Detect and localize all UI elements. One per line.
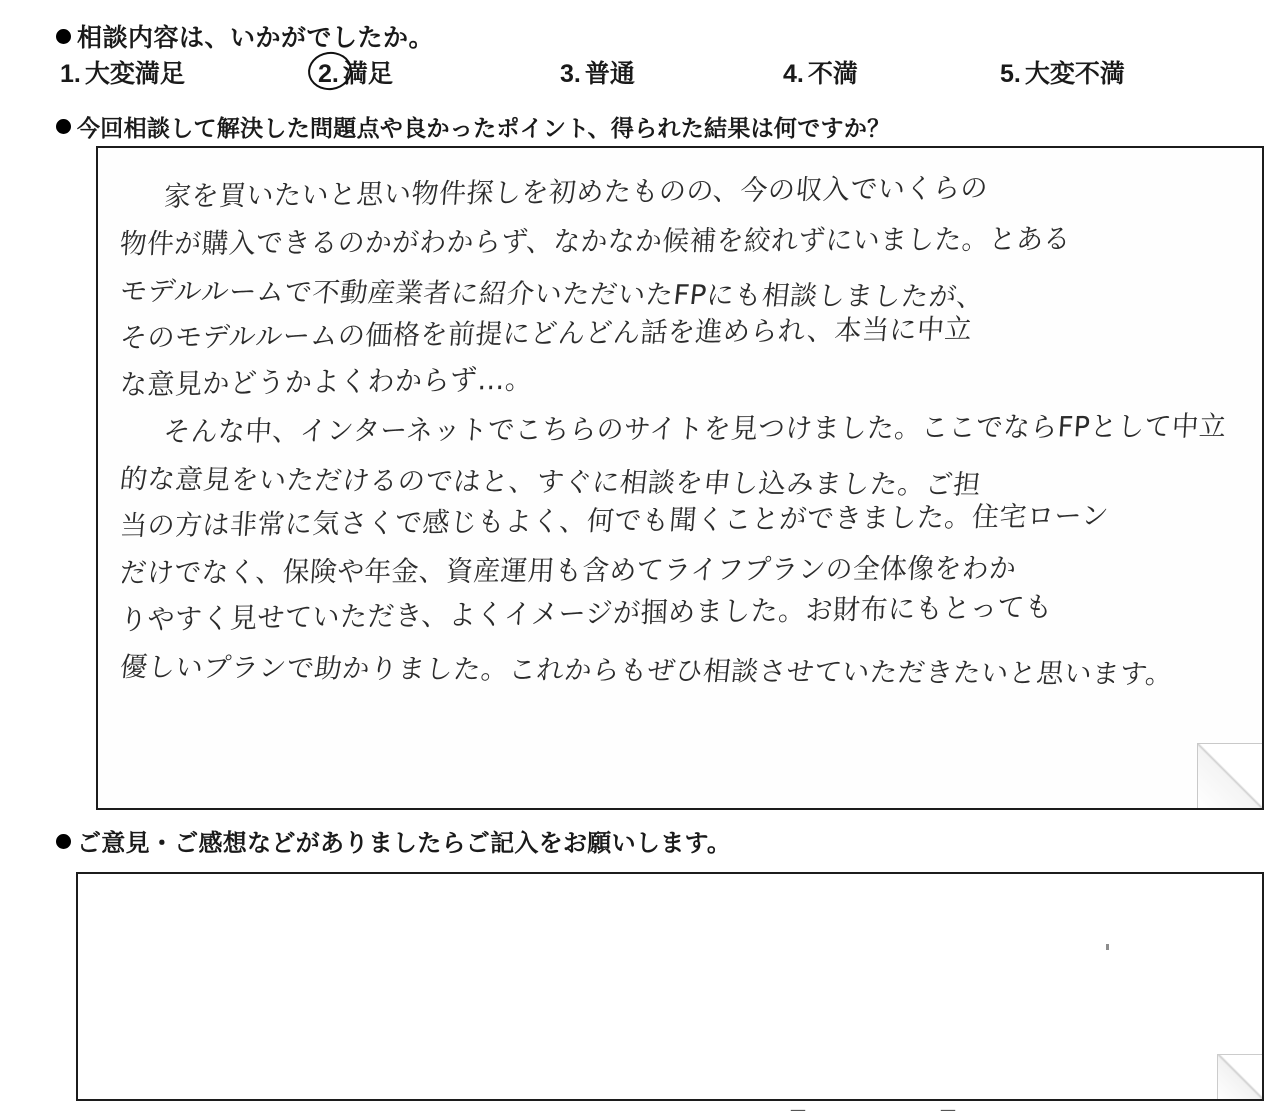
handwritten-line: 当の方は非常に気さくで感じもよく、何でも聞くことができました。住宅ローン [118, 500, 1111, 543]
handwritten-line: 家を買いたいと思い物件探しを初めたものの、今の収入でいくらの [162, 172, 990, 213]
rating-option-4-label: 不満 [807, 60, 858, 88]
rating-option-2-number: 2. [318, 60, 339, 88]
rating-option-5-number: 5. [1000, 60, 1021, 88]
rating-option-3-number: 3. [560, 60, 581, 88]
page-fold-corner-icon [1217, 1054, 1262, 1099]
filled-circle-bullet-icon [56, 29, 71, 44]
filled-circle-bullet-icon [56, 119, 71, 134]
rating-option-2[interactable] [318, 54, 393, 90]
handwritten-line: そのモデルルームの価格を前提にどんどん話を進められ、本当に中立 [118, 313, 974, 355]
bottom-mark-right: — [940, 1100, 956, 1119]
page-fold-corner-icon [1197, 743, 1262, 808]
rating-option-1-label: 大変満足 [84, 60, 185, 88]
rating-option-4-number: 4. [783, 60, 804, 88]
handwritten-line: りやすく見せていただき、よくイメージが掴めました。お財布にもとっても [119, 591, 1054, 637]
handwritten-line: そんな中、インターネットでこちらのサイトを見つけました。ここでならFPとして中立 [162, 410, 1228, 449]
rating-option-3-label: 普通 [584, 60, 635, 88]
question-1-text: 相談内容は、いかがでしたか。 [77, 24, 435, 52]
question-3-heading [56, 823, 731, 858]
rating-option-5[interactable] [1000, 54, 1125, 90]
handwritten-line: 的な意見をいただけるのではと、すぐに相談を申し込みました。ご担 [118, 464, 983, 501]
question-3-answer-box[interactable] [76, 872, 1264, 1101]
handwritten-line: な意見かどうかよくわからず…。 [119, 363, 534, 402]
comment-writing-area[interactable] [94, 886, 1252, 1089]
handwritten-line: だけでなく、保険や年金、資産運用も含めてライフプランの全体像をわか [118, 552, 1018, 590]
rating-option-1[interactable] [60, 54, 185, 90]
handwritten-line: 優しいプランで助かりました。これからもぜひ相談させていただきたいと思います。 [118, 652, 1175, 691]
selection-circle-mark [318, 60, 343, 89]
rating-option-5-label: 大変不満 [1024, 60, 1125, 88]
rating-option-4[interactable] [783, 54, 858, 90]
question-3-text: ご意見・ご感想などがありましたらご記入をお願いします。 [77, 830, 732, 857]
rating-option-3[interactable] [560, 54, 635, 90]
rating-option-1-number: 1. [60, 60, 81, 88]
bottom-mark-left: — [790, 1100, 806, 1119]
question-2-answer-box[interactable] [96, 146, 1264, 810]
scan-speck [1106, 944, 1109, 950]
page-bottom-marks [0, 1100, 1284, 1119]
handwritten-line: 物件が購入できるのかがわからず、なかなか候補を絞れずにいました。とある [118, 223, 1072, 261]
rating-option-2-label: 満足 [342, 60, 393, 88]
handwritten-answer [98, 148, 1262, 808]
question-2-heading [56, 110, 890, 143]
rating-scale [60, 54, 1240, 94]
question-1-heading [56, 18, 434, 54]
handwritten-line: モデルルームで不動産業者に紹介いただいたFPにも相談しましたが、 [118, 276, 987, 314]
filled-circle-bullet-icon [56, 834, 71, 849]
question-2-text: 今回相談して解決した問題点や良かったポイント、得られた結果は何ですか？ [77, 115, 891, 141]
